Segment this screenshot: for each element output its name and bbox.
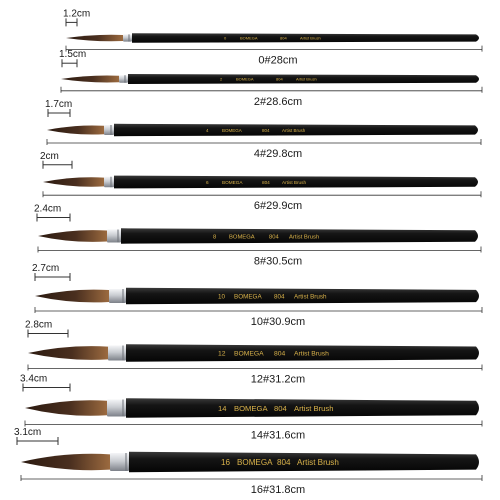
imprint-brand: BOMEGA	[237, 458, 273, 468]
brush-6	[40, 151, 481, 212]
brush-ferrule	[123, 34, 132, 41]
imprint-size-number: 4	[206, 127, 209, 133]
imprint-text: Artist Brush	[289, 234, 320, 241]
imprint-brand: BOMEGA	[234, 350, 264, 358]
imprint-text: Artist Brush	[300, 35, 321, 41]
imprint-code: 804	[276, 76, 283, 82]
brush-0	[63, 8, 482, 66]
imprint-text: Artist Brush	[282, 179, 307, 185]
imprint-size-number: 14	[218, 403, 227, 413]
imprint-size-number: 6	[206, 179, 209, 185]
brush-bristles	[25, 400, 107, 416]
imprint-code: 804	[262, 179, 270, 185]
brush-length-label: 6#29.9cm	[253, 200, 303, 213]
imprint-text: Artist Brush	[294, 350, 329, 358]
brush-4	[45, 99, 481, 160]
brush-bristles	[35, 290, 109, 303]
brush-bristles	[28, 346, 108, 360]
brush-length-label: 10#30.9cm	[250, 316, 306, 328]
brush-bristles	[61, 76, 119, 83]
brush-ferrule	[104, 125, 114, 135]
brush-length-label: 4#29.8cm	[253, 148, 303, 160]
imprint-brand: BOMEGA	[240, 35, 258, 41]
brush-12	[25, 320, 482, 386]
tip-length-label: 2cm	[40, 150, 59, 162]
imprint-text: Artist Brush	[282, 127, 306, 133]
imprint-size-number: 2	[220, 76, 223, 82]
imprint-brand: BOMEGA	[222, 179, 243, 185]
tip-length-label: 2.4cm	[34, 203, 62, 215]
imprint-brand: BOMEGA	[234, 403, 268, 413]
tip-length-label: 2.8cm	[25, 319, 53, 331]
imprint-size-number: 12	[218, 350, 226, 358]
brush-ferrule	[119, 75, 128, 83]
brush-length-label: 2#28.6cm	[253, 95, 303, 108]
tip-length-label: 1.7cm	[45, 99, 73, 110]
tip-length-label: 1.5cm	[59, 49, 87, 61]
imprint-code: 804	[269, 234, 279, 241]
brush-bristles	[43, 177, 104, 186]
tip-length-label: 1.2cm	[63, 8, 91, 20]
brush-length-label: 8#30.5cm	[253, 255, 303, 268]
imprint-brand: BOMEGA	[222, 127, 242, 133]
imprint-code: 804	[277, 458, 291, 468]
imprint-size-number: 10	[218, 293, 226, 301]
imprint-text: Artist Brush	[297, 458, 339, 468]
imprint-text: Artist Brush	[294, 293, 327, 301]
imprint-brand: BOMEGA	[229, 234, 255, 241]
tip-length-label: 2.7cm	[32, 263, 60, 274]
imprint-size-number: 16	[221, 458, 231, 468]
brush-bristles	[38, 230, 107, 242]
brush-16	[14, 427, 482, 496]
imprint-size-number: 8	[213, 234, 217, 241]
brush-ferrule	[104, 177, 114, 187]
imprint-brand: BOMEGA	[234, 293, 262, 301]
imprint-code: 804	[280, 35, 287, 41]
imprint-size-number: 0	[224, 35, 227, 41]
brush-length-label: 0#28cm	[258, 54, 298, 67]
brush-bristles	[66, 35, 123, 42]
brush-10	[32, 263, 482, 328]
brush-8	[34, 204, 481, 268]
imprint-text: Artist Brush	[294, 403, 334, 413]
imprint-code: 804	[274, 403, 287, 413]
tip-length-label: 3.4cm	[20, 373, 48, 385]
imprint-brand: BOMEGA	[236, 76, 254, 82]
imprint-code: 804	[274, 293, 285, 301]
imprint-text: Artist Brush	[296, 76, 317, 82]
brush-bristles	[47, 125, 104, 134]
imprint-code: 804	[262, 127, 270, 133]
brush-length-label: 14#31.6cm	[250, 429, 306, 442]
brush-bristles	[21, 454, 110, 470]
tip-length-label: 3.1cm	[14, 427, 42, 438]
brush-ferrule	[107, 230, 121, 243]
brush-length-label: 16#31.8cm	[250, 484, 306, 496]
imprint-code: 804	[274, 350, 286, 358]
brush-length-label: 12#31.2cm	[250, 373, 306, 386]
